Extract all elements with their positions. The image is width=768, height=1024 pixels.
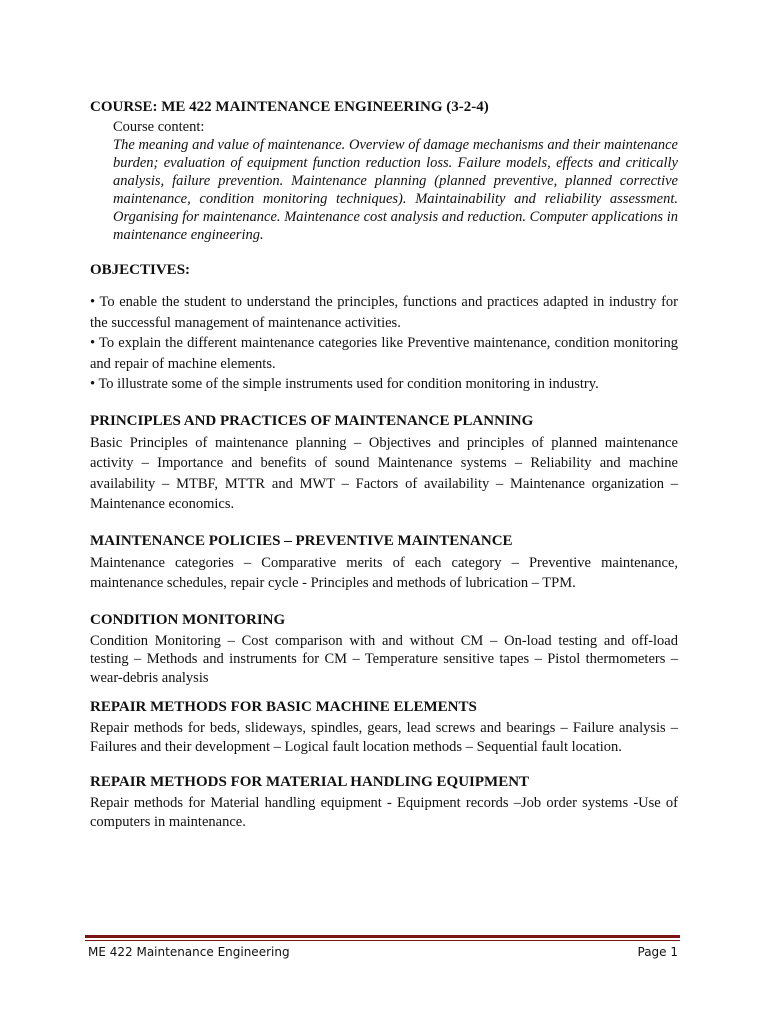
section-maintenance-policies xyxy=(90,532,678,594)
document-page xyxy=(90,98,678,831)
section-repair-material-handling xyxy=(90,773,678,831)
course-content-label: Course content: xyxy=(113,119,205,135)
section-repair-machine-elements xyxy=(90,698,678,756)
objective-item: • To enable the student to understand the principles, functions and practices adapted in industry for the successful management of maintenance activities. xyxy=(90,294,678,331)
footer-rule-thick xyxy=(85,935,680,938)
page-footer xyxy=(88,944,678,960)
section-heading: MAINTENANCE POLICIES – PREVENTIVE MAINTENANCE xyxy=(90,532,513,549)
course-title: COURSE: ME 422 MAINTENANCE ENGINEERING (3-2-4) xyxy=(90,99,489,115)
section-heading: REPAIR METHODS FOR MATERIAL HANDLING EQUIPMENT xyxy=(90,774,530,790)
section-heading: PRINCIPLES AND PRACTICES OF MAINTENANCE PLANNING xyxy=(90,412,534,429)
section-heading: CONDITION MONITORING xyxy=(90,611,286,628)
objectives-list xyxy=(90,292,678,395)
objectives-heading: OBJECTIVES: xyxy=(90,262,191,278)
section-maintenance-planning xyxy=(90,412,678,515)
objective-item: • To explain the different maintenance categories like Preventive maintenance, condition monitoring and repair of machine elements. xyxy=(90,335,678,372)
footer-rule-thin xyxy=(85,940,680,941)
section-heading: REPAIR METHODS FOR BASIC MACHINE ELEMENTS xyxy=(90,699,477,715)
footer-course-title: ME 422 Maintenance Engineering xyxy=(88,945,290,959)
footer-page-number: Page 1 xyxy=(637,945,678,959)
section-body: Maintenance categories – Comparative merits of each category – Preventive maintenance, maintenance schedules, repair cycle - Principles and methods of lubrication – TPM. xyxy=(90,554,678,591)
section-body: Repair methods for beds, slideways, spindles, gears, lead screws and bearings – Failure analysis – Failures and their development – Logical fault location methods – Sequential fault location. xyxy=(90,720,678,755)
section-body: Condition Monitoring – Cost comparison with and without CM – On-load testing and off-load testing – Methods and instruments for CM – Temperature sensitive tapes – Pistol thermometers – wear-debris analysis xyxy=(90,632,678,686)
course-content-block xyxy=(90,118,678,244)
course-content-text: The meaning and value of maintenance. Overview of damage mechanisms and their maintenance burden; evaluation of equipment function reduction loss. Failure models, effects and critically analysis, failure prevention. Maintenance planning (planned preventive, planned corrective maintenance, condition monitoring techniques). Maintainability and reliability assessment. Organising for maintenance. Maintenance cost analysis and reduction. Computer applications in maintenance engineering. xyxy=(113,137,678,243)
section-condition-monitoring xyxy=(90,611,678,688)
section-body: Basic Principles of maintenance planning – Objectives and principles of planned maintenance activity – Importance and benefits of sound Maintenance systems – Reliability and machine availability – MTBF, MTTR and MWT – Factors of availability – Maintenance organization – Maintenance economics. xyxy=(90,434,678,512)
objective-item: • To illustrate some of the simple instruments used for condition monitoring in industry. xyxy=(90,376,599,392)
section-body: Repair methods for Material handling equipment - Equipment records –Job order systems -Use of computers in maintenance. xyxy=(90,795,678,830)
